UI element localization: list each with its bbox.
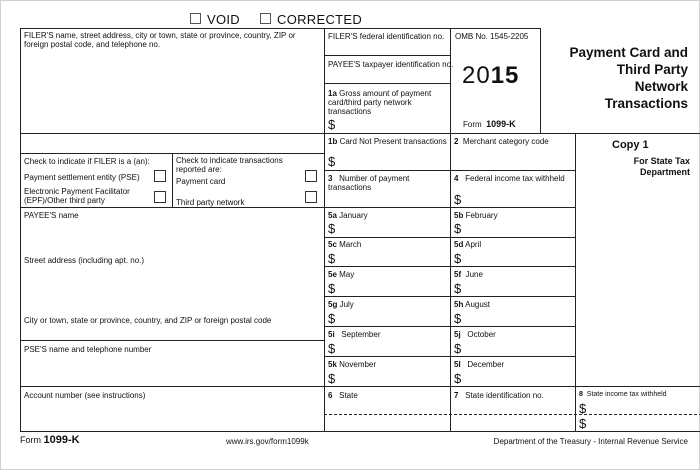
box-5h-dollar: $ (454, 311, 462, 326)
copy-description: For State Tax Department (633, 156, 690, 177)
footer-form-id: Form 1099-K (20, 434, 80, 446)
box-5d-label: 5d April (454, 240, 482, 249)
box-5e-dollar: $ (328, 281, 336, 296)
box-6-label: 6 State (328, 391, 358, 400)
box-5g-dollar: $ (328, 311, 336, 326)
txn-check-network-label: Third party network (176, 198, 245, 207)
box-5f-dollar: $ (454, 281, 462, 296)
filer-id-label: FILER'S federal identification no. (328, 32, 445, 41)
form-title: Payment Card and Third Party Network Transactions (569, 45, 688, 111)
box-5k-dollar: $ (328, 371, 336, 386)
void-label: VOID (207, 12, 240, 27)
box-5c-dollar: $ (328, 251, 336, 266)
box-5a-dollar: $ (328, 221, 336, 236)
account-number-label: Account number (see instructions) (24, 391, 146, 400)
payee-tin-label: PAYEE'S taxpayer identification no. (328, 60, 454, 69)
epf-checkbox[interactable] (154, 191, 166, 203)
box-5b-label: 5b February (454, 211, 498, 220)
third-party-network-checkbox[interactable] (305, 191, 317, 203)
form-id-small: Form 1099-K (463, 119, 516, 129)
tax-year: 2015 (462, 62, 520, 89)
pse-checkbox[interactable] (154, 170, 166, 182)
box-5l-dollar: $ (454, 371, 462, 386)
box-5e-label: 5e May (328, 270, 355, 279)
payee-city-label: City or town, state or province, country, and ZIP or foreign postal code (24, 316, 272, 325)
box-1a-label: 1a Gross amount of payment card/third party network transactions (328, 89, 432, 116)
box-5k-label: 5k November (328, 360, 377, 369)
box-1b-dollar: $ (328, 154, 336, 169)
box-5b-dollar: $ (454, 221, 462, 236)
box-5c-label: 5c March (328, 240, 362, 249)
box-3-label: 3 Number of payment transactions (328, 174, 410, 192)
payee-street-label: Street address (including apt. no.) (24, 256, 145, 265)
filer-input[interactable] (24, 52, 320, 130)
box-4-dollar: $ (454, 192, 462, 207)
box-1a-dollar: $ (328, 117, 336, 132)
copy-label: Copy 1 (612, 139, 649, 151)
box-5j-label: 5j October (454, 330, 496, 339)
filer-check-pse-label: Payment settlement entity (PSE) (24, 173, 140, 182)
box-8-dollar-2: $ (579, 416, 587, 431)
box-5i-dollar: $ (328, 341, 336, 356)
box-5d-dollar: $ (454, 251, 462, 266)
omb-number: OMB No. 1545-2205 (455, 32, 529, 41)
box-2-label: 2 Merchant category code (454, 137, 549, 146)
footer-url: www.irs.gov/form1099k (226, 437, 309, 446)
corrected-label: CORRECTED (277, 12, 363, 27)
box-5j-dollar: $ (454, 341, 462, 356)
box-7-label: 7 State identification no. (454, 391, 544, 400)
box-5i-label: 5i September (328, 330, 381, 339)
box-5h-label: 5h August (454, 300, 491, 309)
filer-check-heading: Check to indicate if FILER is a (an): (24, 157, 150, 166)
filer-label: FILER'S name, street address, city or town, state or province, country, ZIP or foreign postal code, and telephone no. (24, 31, 296, 49)
txn-check-heading: Check to indicate transactions reported are: (176, 156, 283, 174)
box-1b-label: 1b Card Not Present transactions (328, 137, 447, 146)
box-8-dollar-1: $ (579, 401, 587, 416)
txn-check-card-label: Payment card (176, 177, 226, 186)
payee-name-label: PAYEE'S name (24, 211, 79, 220)
payment-card-checkbox[interactable] (305, 170, 317, 182)
box-5g-label: 5g July (328, 300, 354, 309)
void-checkbox[interactable] (190, 13, 201, 24)
footer-department: Department of the Treasury - Internal Revenue Service (493, 437, 688, 446)
pse-name-label: PSE'S name and telephone number (24, 345, 152, 354)
box-5f-label: 5f June (454, 270, 483, 279)
filer-check-epf-label: Electronic Payment Facilitator (EPF)/Other third party (24, 187, 130, 205)
box-5a-label: 5a January (328, 211, 368, 220)
box-4-label: 4 Federal income tax withheld (454, 174, 565, 183)
box-8-label: 8 State income tax withheld (579, 391, 667, 398)
corrected-checkbox[interactable] (260, 13, 271, 24)
box-5l-label: 5l December (454, 360, 505, 369)
